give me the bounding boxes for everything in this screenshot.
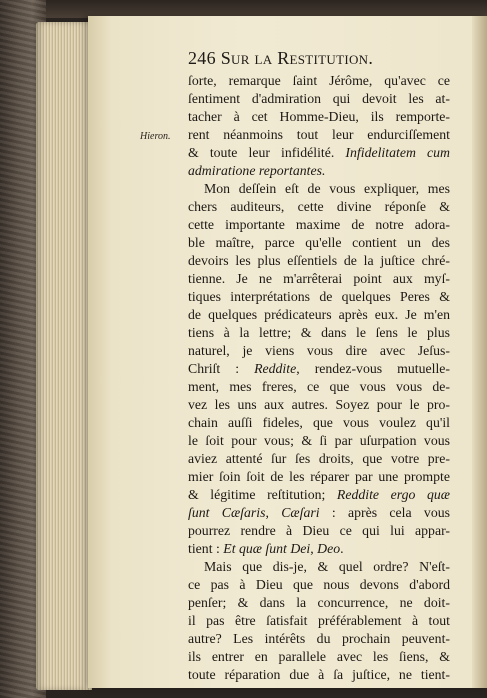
text-segment: tacher à cet Homme-Dieu, ils remporte- [188,109,450,124]
italic-segment: Reddite [254,361,297,376]
text-segment: Mais que dis-je, & quel ordre? N'eſt- [204,559,450,574]
text-segment: . [340,541,344,556]
text-segment: tiens à la lettre; & dans le ſens le plus [188,325,450,340]
italic-segment: Cæſari [281,505,320,520]
text-segment: , [310,541,318,556]
text-line [188,72,450,90]
text-line [188,378,450,396]
body-text [188,72,450,684]
text-line [188,108,450,126]
italic-segment: admiratione reportantes. [188,163,326,178]
text-line [188,486,450,504]
text-line [188,126,450,144]
text-segment: le ſoit pour vous; & ſi par uſurpation vous [188,433,450,448]
text-line [188,522,450,540]
text-segment: aviez attenté ſur ſes droits, que votre pre- [188,451,450,466]
text-line [188,630,450,648]
text-line [188,216,450,234]
text-line [188,162,450,180]
text-line [188,198,450,216]
text-segment: naturel, je viens vous dire avec Jeſus- [188,343,450,358]
italic-segment: Deo [317,541,341,556]
text-line [188,504,450,522]
text-line [188,234,450,252]
text-line [188,576,450,594]
text-line [188,432,450,450]
text-segment: & légitime reſtitution; [188,487,337,502]
text-line [188,540,450,558]
text-segment: tiques interprétations de quelques Peres & [188,289,450,304]
text-line [188,252,450,270]
text-segment: mier ſoin ſoit de les réparer par une prompte [188,469,450,484]
text-line [188,306,450,324]
text-line [188,414,450,432]
text-segment: , [265,505,282,520]
text-line [188,360,450,378]
text-segment: il pas être ſatisfait préférablement à tout [188,613,450,628]
text-segment: chain auſſi fideles, que vous voulez qu'il [188,415,450,430]
text-segment: ſentiment d'admiration qui devoit les at- [188,91,450,106]
text-line [188,144,450,162]
text-line [188,342,450,360]
text-segment: : après cela vous [319,505,450,520]
page-number: 246 [188,48,216,68]
text-line [188,288,450,306]
italic-segment: Et quæ ſunt Dei [223,541,311,556]
running-title: Sur la Restitution. [220,48,374,68]
text-line [188,90,450,108]
running-header [188,48,448,70]
text-segment: vez les uns aux autres. Soyez pour le pro- [188,397,450,412]
text-segment: devoirs les plus eſſentiels de la juſtice chré- [188,253,450,268]
text-segment: tient : [188,541,224,556]
text-segment: ſorte, remarque ſaint Jérôme, qu'avec ce [188,73,450,88]
text-line [188,468,450,486]
text-line [188,396,450,414]
text-segment: tienne. Je ne m'arrêterai point aux myſ- [188,271,450,286]
text-segment: , rendez-vous mutuelle- [296,361,450,376]
page-edges [36,22,92,690]
text-line [188,594,450,612]
text-line [188,558,450,576]
text-segment: ce pas à Dieu que nous devons d'abord [188,577,450,592]
italic-segment: ſunt Cæſaris [188,505,266,520]
text-line [188,450,450,468]
italic-segment: Infidelitatem cum [345,145,450,160]
text-segment: penſer; & dans la concurrence, ne doit- [188,595,450,610]
text-segment: & toute leur infidélité. [188,145,346,160]
text-line [188,648,450,666]
italic-segment: Reddite ergo quæ [336,487,450,502]
text-segment: ble maître, parce qu'elle contient un des [188,235,450,250]
text-segment: ment, mes freres, ce que vous vous de- [188,379,450,394]
text-segment: pourrez rendre à Dieu ce qui lui appar- [188,523,450,538]
page-right-edge [472,16,487,688]
text-segment: Mon deſſein eſt de vous expliquer, mes [204,181,450,196]
text-segment: toute réparation due à ſa juſtice, ne tient- [188,667,450,682]
text-segment: Chriſt : [188,361,255,376]
text-line [188,180,450,198]
text-line [188,612,450,630]
text-segment: autre? Les intérêts du prochain peuvent- [188,631,450,646]
text-segment: chers auditeurs, cette divine réponſe & [188,199,450,214]
text-segment: rent néanmoins tout leur endurciſſement [188,127,450,142]
text-line [188,324,450,342]
text-line [188,270,450,288]
text-segment: ils entrer en parallele avec les ſiens, & [188,649,450,664]
margin-note: Hieron. [140,131,171,142]
text-segment: de quelques prédicateurs après eux. Je m'en [188,307,450,322]
text-segment: cette importante maxime de notre adora- [188,217,450,232]
text-line [188,666,450,684]
